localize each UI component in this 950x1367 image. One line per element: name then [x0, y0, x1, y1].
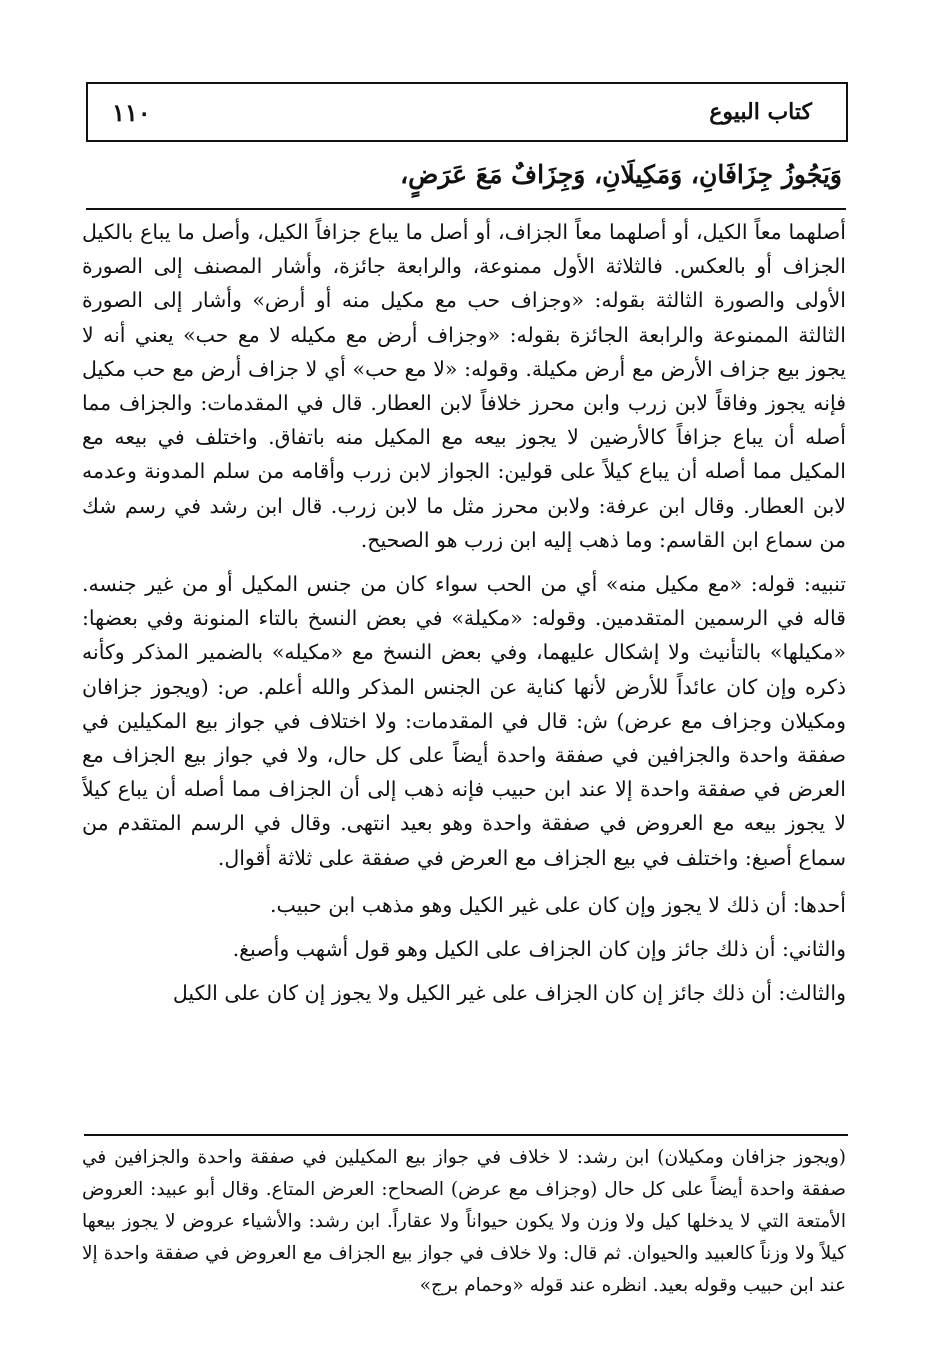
opinion-1: أحدها: أن ذلك لا يجوز وإن كان على غير الكيل وهو مذهب ابن حبيب. [269, 892, 846, 917]
commentary-body [82, 215, 846, 1130]
opinion-3: والثالث: أن ذلك جائز إن كان الجزاف على غير الكيل ولا يجوز إن كان على الكيل [172, 980, 846, 1005]
commentary-paragraph-1: أصلهما معاً الكيل، أو أصلهما معاً الجزاف، أو أصل ما يباع جزافاً الكيل، وأصل ما يباع بالكيل الجزاف أو بالعكس. فالثلاثة الأول ممنوعة، والرابعة جائزة، وأشار المصنف إلى الصورة الأولى والصورة الثالثة بقوله: «وجزاف حب مع مكيل منه أو أرض» وأشار إلى الصورة الثالثة الممنوعة والرابعة الجائزة بقوله: «وجزاف أرض مع مكيله لا مع حب» يعني أنه لا يجوز بيع جزاف الأرض مع أرض مكيلة. وقوله: «لا مع حب» أي لا جزاف أرض مع حب مكيل فإنه يجوز وفاقاً لابن زرب وابن محرز خلافاً لابن العطار. قال في المقدمات: والجزاف مما أصله أن يباع جزافاً كالأرضين لا يجوز بيعه مع المكيل منه باتفاق. واختلف في بيعه مع المكيل مما أصله أن يباع كيلاً على قولين: الجواز لابن زرب وأقامه من سلم المدونة وعدمه لابن العطار. وقال ابن عرفة: ولابن محرز مثل ما لابن زرب. قال ابن رشد في رسم شك من سماع ابن القاسم: وما ذهب إليه ابن زرب هو الصحيح. [82, 220, 846, 552]
divider-top [86, 208, 846, 210]
commentary-paragraph-2: تنبيه: قوله: «مع مكيل منه» أي من الحب سواء كان من جنس المكيل أو من غير جنسه. قاله في الرسمين المتقدمين. وقوله: «مكيلة» في بعض النسخ بالتاء المنونة وفي بعضها: «مكيلها» بالتأنيث ولا إشكال عليهما، وفي بعض النسخ مع «مكيله» بالضمير المذكر وكأنه ذكره وإن كان عائداً للأرض لأنها كناية عن الجنس المذكر والله أعلم. ص: (ويجوز جزافان ومكيلان وجزاف مع عرض) ش: قال في المقدمات: ولا اختلاف في جواز بيع المكيلين في صفقة واحدة والجزافين في صفقة واحدة أيضاً على كل حال، ولا في جواز بيع الجزاف مع العرض في صفقة واحدة إلا عند ابن حبيب فإنه ذهب إلى أن الجزاف مما أصله أن يباع كيلاً لا يجوز بيعه مع العروض في صفقة واحدة وهو بعيد انتهى. وقال في الرسم المتقدم من سماع أصبغ: واختلف في بيع الجزاف مع العرض في صفقة على ثلاثة أقوال. [82, 572, 846, 870]
page-header [86, 82, 848, 142]
opinion-2: والثاني: أن ذلك جائز وإن كان الجزاف على الكيل وهو قول أشهب وأصبغ. [232, 936, 846, 961]
book-title: كتاب البيوع [709, 99, 812, 125]
page-number: ١١٠ [112, 97, 151, 127]
footnote-text: (ويجوز جزافان ومكيلان) ابن رشد: لا خلاف في جواز بيع المكيلين في صفقة واحدة والجزافين في صفقة واحدة أيضاً على كل حال (وجزاف مع عرض) الصحاح: العرض المتاع. وقال أبو عبيد: العروض الأمتعة التي لا يدخلها كيل ولا وزن ولا يكون حيواناً ولا عقاراً. ابن رشد: والأشياء عروض لا يجوز بيعها كيلاً ولا وزناً كالعبيد والحيوان. ثم قال: ولا خلاف في جواز بيع الجزاف مع العروض في صفقة واحدة إلا عند ابن حبيب وقوله بعيد. انظره عند قوله «وحمام برج» [82, 1147, 846, 1296]
divider-footnote [84, 1134, 848, 1136]
matn-line: وَيَجُوزُ جِزَافَانِ، وَمَكِيلَانِ، وَجِزَافٌ مَعَ عَرَضٍ، [400, 160, 842, 189]
footnote-section [82, 1142, 846, 1332]
